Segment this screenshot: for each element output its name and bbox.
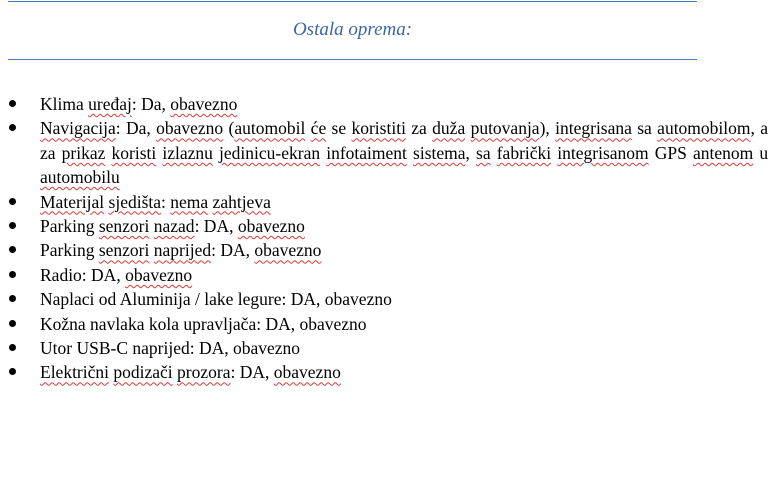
spellcheck-flagged-word: prozora (177, 362, 231, 383)
spellcheck-flagged-word: obavezno (237, 216, 305, 237)
spellcheck-flagged-word: automobilom (657, 118, 751, 139)
item-text: : (161, 191, 171, 212)
item-text: ), (539, 118, 556, 139)
bullet-icon (9, 368, 16, 375)
spellcheck-flagged-word: automobilu (40, 167, 120, 188)
spellcheck-flagged-word: antenom (692, 142, 754, 163)
spellcheck-flagged-word: obavezno (273, 362, 341, 383)
item-text: Parking (40, 240, 99, 261)
spellcheck-flagged-word: nazad (153, 216, 195, 237)
spellcheck-flagged-word: koristi (111, 142, 157, 163)
bullet-icon (9, 124, 16, 131)
bullet-icon (9, 295, 16, 302)
top-rule (8, 1, 697, 2)
bullet-icon (9, 246, 16, 253)
spellcheck-flagged-word: automobil (234, 118, 306, 139)
item-text: ( (223, 118, 235, 139)
list-item (0, 214, 768, 238)
spellcheck-flagged-word: sa (476, 142, 491, 163)
spellcheck-flagged-word: izlaznu (162, 142, 213, 163)
item-text: Naplaci od Aluminija / lake legure: DA, obavezno (40, 289, 392, 310)
spellcheck-flagged-word: podizači (113, 362, 173, 383)
item-text: , (465, 142, 477, 163)
list-item (0, 263, 768, 287)
list-item (0, 336, 768, 360)
spellcheck-flagged-word: integrisanom (557, 142, 649, 163)
bullet-icon (9, 320, 16, 327)
item-text: Kožna navlaka kola upravljača: DA, obavezno (40, 313, 367, 334)
item-text: GPS (648, 142, 693, 163)
bullet-icon (9, 271, 16, 278)
equipment-list (0, 92, 768, 385)
item-text: za (405, 118, 433, 139)
spellcheck-flagged-word: nema (170, 191, 209, 212)
spellcheck-flagged-word: obavezno (125, 264, 193, 285)
spellcheck-flagged-word: putovanja (470, 118, 540, 139)
item-text: : Da, (131, 94, 171, 114)
spellcheck-flagged-word: uređaj (88, 94, 132, 114)
spellcheck-flagged-word: Materijal (40, 191, 105, 212)
spellcheck-flagged-word: obavezno (156, 118, 224, 139)
spellcheck-flagged-word: senzori (98, 216, 150, 237)
spellcheck-flagged-word: Navigacija (40, 118, 116, 139)
spellcheck-flagged-word: integrisana (555, 118, 632, 139)
item-text: : DA, (230, 362, 274, 383)
item-text: : DA, (211, 240, 255, 261)
spellcheck-flagged-word: fabrički (496, 142, 552, 163)
item-text: Utor USB-C naprijed: DA, obavezno (40, 338, 301, 359)
list-item (0, 116, 768, 189)
spellcheck-flagged-word: duža (432, 118, 466, 139)
bullet-icon (9, 222, 16, 229)
bullet-icon (9, 344, 16, 351)
spellcheck-flagged-word: će (310, 118, 327, 139)
item-text: se (326, 118, 352, 139)
spellcheck-flagged-word: Električni (40, 362, 110, 383)
bullet-icon (9, 198, 16, 205)
spellcheck-flagged-word: koristiti (351, 118, 406, 139)
spellcheck-flagged-word: obavezno (254, 240, 322, 261)
list-item (0, 92, 768, 116)
list-item (0, 287, 768, 311)
spellcheck-flagged-word: prikaz (61, 142, 106, 163)
spellcheck-flagged-word: sjedišta (108, 191, 162, 212)
item-text: : Da, (115, 118, 157, 139)
item-text: sa (631, 118, 658, 139)
item-text: Klima (40, 94, 89, 114)
spellcheck-flagged-word: infotaiment (326, 142, 407, 163)
list-item (0, 312, 768, 336)
section-heading: Ostala oprema: (292, 19, 413, 40)
list-item (0, 238, 768, 262)
spellcheck-flagged-word: jedinicu-ekran (219, 142, 321, 163)
item-text: , a za (40, 118, 768, 163)
spellcheck-flagged-word: zahtjeva (212, 191, 271, 212)
item-text: u (753, 142, 769, 163)
list-item (0, 360, 768, 384)
bullet-icon (9, 100, 16, 107)
item-text: : DA, (194, 216, 238, 237)
spellcheck-flagged-word: sistema (413, 142, 466, 163)
list-item (0, 190, 768, 214)
bottom-rule (8, 59, 697, 60)
item-text: Parking (40, 216, 99, 237)
spellcheck-flagged-word: senzori (98, 240, 150, 261)
spellcheck-flagged-word: obavezno (170, 94, 238, 114)
spellcheck-flagged-word: naprijed (153, 240, 212, 261)
item-text: Radio: DA, (40, 264, 126, 285)
